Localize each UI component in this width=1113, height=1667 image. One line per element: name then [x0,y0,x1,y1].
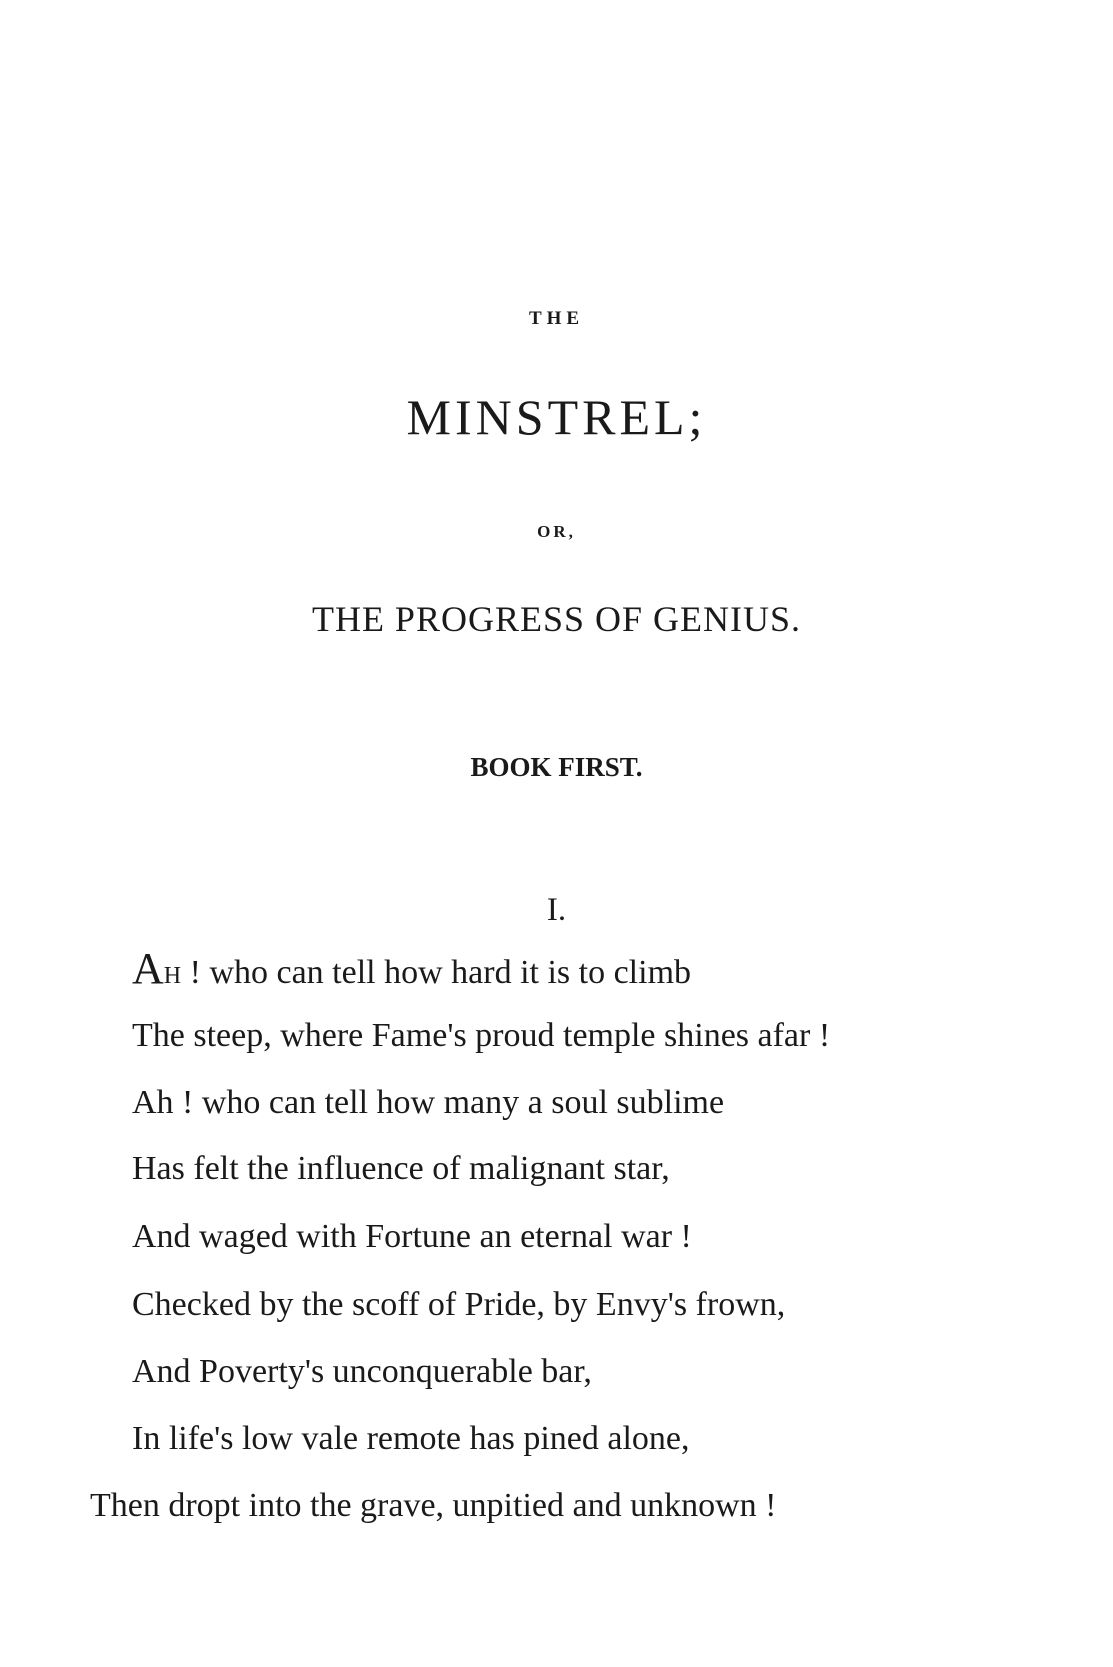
verse-line: Checked by the scoff of Pride, by Envy's frown, [132,1286,786,1323]
verse-line-1-text: ! who can tell how hard it is to climb [181,954,692,991]
small-cap: H [163,963,182,989]
book-heading: BOOK FIRST. [470,752,643,782]
verse-line-last: Then dropt into the grave, unpitied and unknown ! [90,1487,777,1524]
verse-line: In life's low vale remote has pined alone, [132,1420,690,1457]
title-article: THE [528,308,585,329]
verse-line: Has felt the influence of malignant star, [132,1150,670,1187]
verse-line-1 [132,943,691,994]
stanza-number: I. [546,892,567,928]
verse-line: And Poverty's unconquerable bar, [132,1353,592,1390]
page-subtitle: THE PROGRESS OF GENIUS. [311,599,802,639]
drop-cap: A [132,944,164,993]
verse-line: And waged with Fortune an eternal war ! [132,1218,692,1255]
verse-line: Ah ! who can tell how many a soul sublime [132,1084,725,1121]
page-title: MINSTREL; [406,389,707,445]
verse-line: The steep, where Fame's proud temple shines afar ! [132,1017,831,1054]
title-conjunction: OR, [537,522,576,541]
